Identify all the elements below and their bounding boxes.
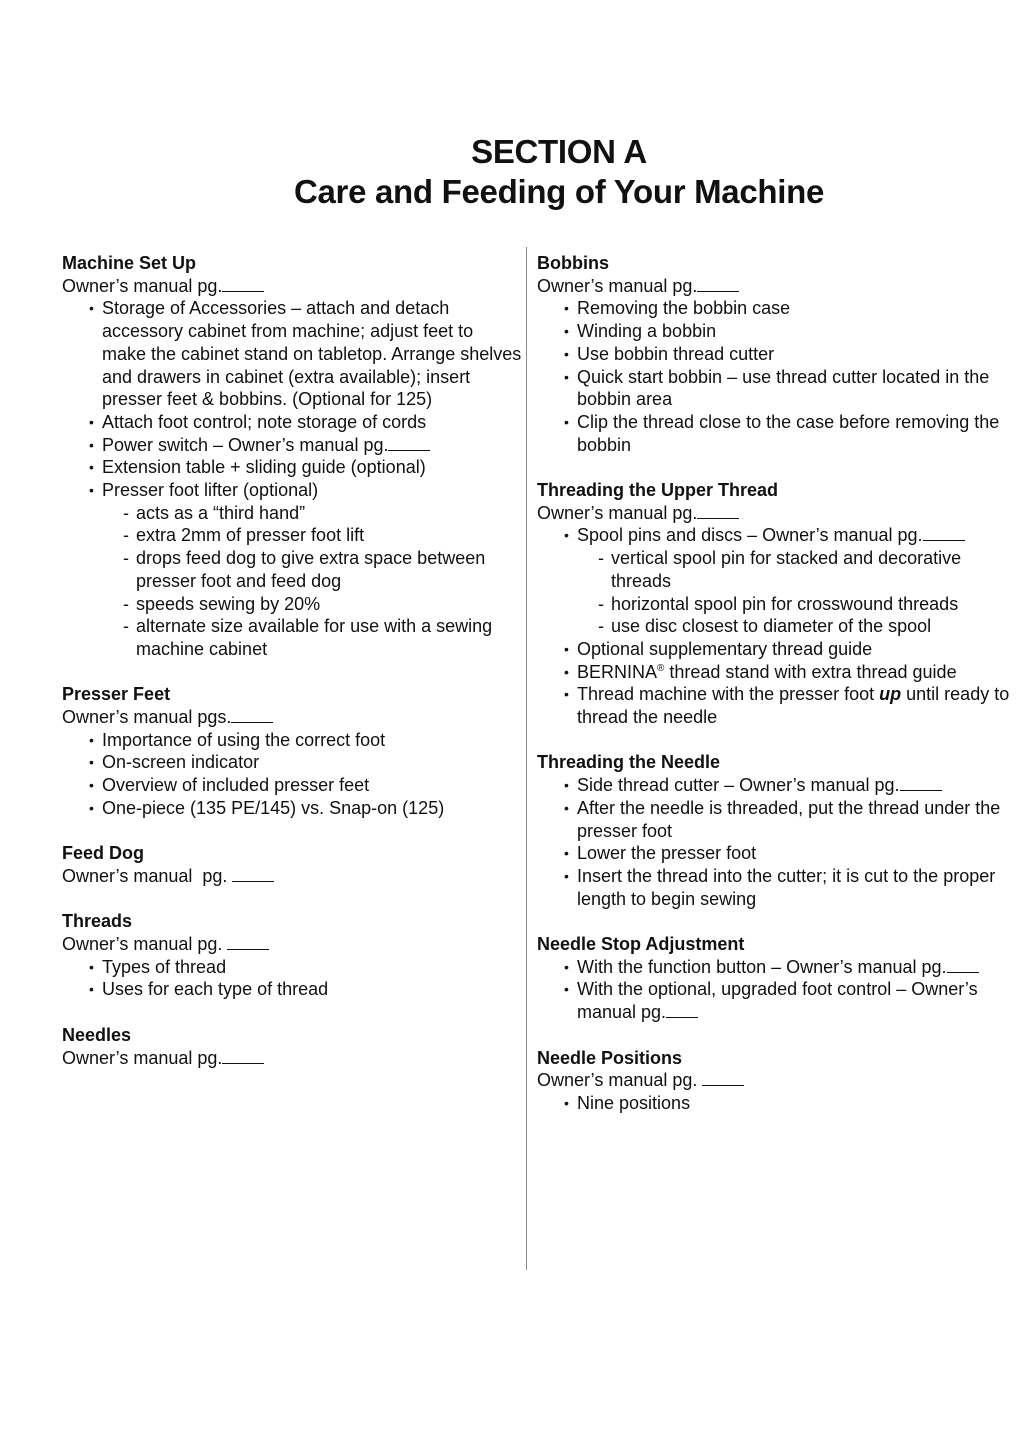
section-needles <box>62 1024 522 1069</box>
list-item: • Overview of included presser feet <box>62 774 522 797</box>
sub-item: - acts as a “third hand” <box>123 502 306 523</box>
manual-ref: Owner’s manual pgs. <box>62 706 522 729</box>
list-item: • On-screen indicator <box>62 751 522 774</box>
page-blank <box>222 1047 264 1064</box>
manual-ref: Owner’s manual pg. <box>537 502 1017 525</box>
section-needle-positions <box>537 1047 1017 1115</box>
section-heading: Needle Stop Adjustment <box>537 934 745 955</box>
list-item: • Presser foot lifter (optional) <box>62 479 522 502</box>
section-heading: Feed Dog <box>62 843 145 864</box>
emphasis: up <box>879 684 902 705</box>
page-blank <box>697 502 739 519</box>
section-machine-set-up <box>62 252 522 661</box>
list-item: • Use bobbin thread cutter <box>537 343 1017 366</box>
page-blank <box>947 956 979 973</box>
section-heading: Threads <box>62 911 133 932</box>
sub-item: - speeds sewing by 20% <box>123 593 321 614</box>
list-item: • Insert the thread into the cutter; it is cut to the proper length to begin sewing <box>537 865 1017 910</box>
manual-ref: Owner’s manual pg. <box>62 1047 522 1070</box>
sub-item: - vertical spool pin for stacked and decorative threads <box>598 548 962 591</box>
list-item: • Attach foot control; note storage of cords <box>62 411 522 434</box>
left-column <box>62 252 522 1092</box>
column-divider <box>526 247 527 1270</box>
list-item: • Spool pins and discs – Owner’s manual pg. <box>537 524 1017 547</box>
list-item: • Quick start bobbin – use thread cutter located in the bobbin area <box>537 366 1017 411</box>
list-item: • Nine positions <box>537 1092 1017 1115</box>
manual-ref: Owner’s manual pg. <box>62 865 522 888</box>
section-heading: Threading the Upper Thread <box>537 480 779 501</box>
section-bobbins <box>537 252 1017 456</box>
list-item: • Extension table + sliding guide (optional) <box>62 456 522 479</box>
list-item: • Thread machine with the presser foot up until ready to thread the needle <box>537 683 1017 728</box>
section-presser-feet <box>62 683 522 819</box>
manual-ref: Owner’s manual pg. <box>537 275 1017 298</box>
page-blank <box>702 1069 744 1086</box>
page-blank <box>232 865 274 882</box>
page-blank <box>666 1001 698 1018</box>
page-blank <box>923 524 965 541</box>
sub-item: - drops feed dog to give extra space between presser foot and feed dog <box>123 548 486 591</box>
list-item: • Winding a bobbin <box>537 320 1017 343</box>
right-column <box>537 252 1017 1137</box>
list-item: • Removing the bobbin case <box>537 297 1017 320</box>
page-title <box>0 132 1024 212</box>
section-heading: Bobbins <box>537 253 609 273</box>
sub-item: - extra 2mm of presser foot lift <box>123 525 365 546</box>
registered-mark: ® <box>657 662 665 674</box>
section-heading: Presser Feet <box>62 684 171 705</box>
list-item: • Lower the presser foot <box>537 842 1017 865</box>
section-threading-upper-thread <box>537 479 1017 729</box>
list-item: • Clip the thread close to the case before removing the bobbin <box>537 411 1017 456</box>
list-item: • After the needle is threaded, put the thread under the presser foot <box>537 797 1017 842</box>
manual-ref: Owner’s manual pg. <box>62 275 522 298</box>
list-item: • Uses for each type of thread <box>62 978 522 1001</box>
section-feed-dog <box>62 842 522 887</box>
list-item: • Storage of Accessories – attach and detach accessory cabinet from machine; adjust feet to make the cabinet stand on tabletop. Arrange shelves and drawers in cabinet (extra available); insert presser feet & bobbins. (Optional for 125) <box>62 297 522 411</box>
page-blank <box>227 933 269 950</box>
section-needle-stop-adjustment <box>537 933 1017 1024</box>
page-blank <box>231 706 273 723</box>
section-threading-needle <box>537 751 1017 910</box>
list-item: • With the function button – Owner’s manual pg. <box>537 956 1017 979</box>
section-heading: Needles <box>62 1024 132 1045</box>
section-heading: Threading the Needle <box>537 752 721 773</box>
sub-item: - horizontal spool pin for crosswound threads <box>598 593 959 614</box>
list-item: • Optional supplementary thread guide <box>537 638 1017 661</box>
sub-item: - alternate size available for use with a sewing machine cabinet <box>123 616 493 659</box>
page-blank <box>222 275 264 292</box>
manual-ref: Owner’s manual pg. <box>537 1069 1017 1092</box>
section-title: Care and Feeding of Your Machine <box>293 173 825 210</box>
page-blank <box>900 774 942 791</box>
sub-item: - use disc closest to diameter of the spool <box>598 616 932 637</box>
list-item: • Side thread cutter – Owner’s manual pg. <box>537 774 1017 797</box>
section-threads <box>62 910 522 1001</box>
list-item: • One-piece (135 PE/145) vs. Snap-on (125) <box>62 797 522 820</box>
page-blank <box>697 275 739 292</box>
section-heading: Machine Set Up <box>62 253 197 273</box>
section-label: SECTION A <box>471 133 647 170</box>
list-item: • Types of thread <box>62 956 522 979</box>
section-heading: Needle Positions <box>537 1047 683 1068</box>
page-blank <box>388 434 430 451</box>
list-item: • Importance of using the correct foot <box>62 729 522 752</box>
list-item: • With the optional, upgraded foot control – Owner’s manual pg. <box>537 978 1017 1023</box>
list-item: • BERNINA® thread stand with extra thread guide <box>537 661 1017 684</box>
manual-ref: Owner’s manual pg. <box>62 933 522 956</box>
list-item: • Power switch – Owner’s manual pg. <box>62 434 522 457</box>
